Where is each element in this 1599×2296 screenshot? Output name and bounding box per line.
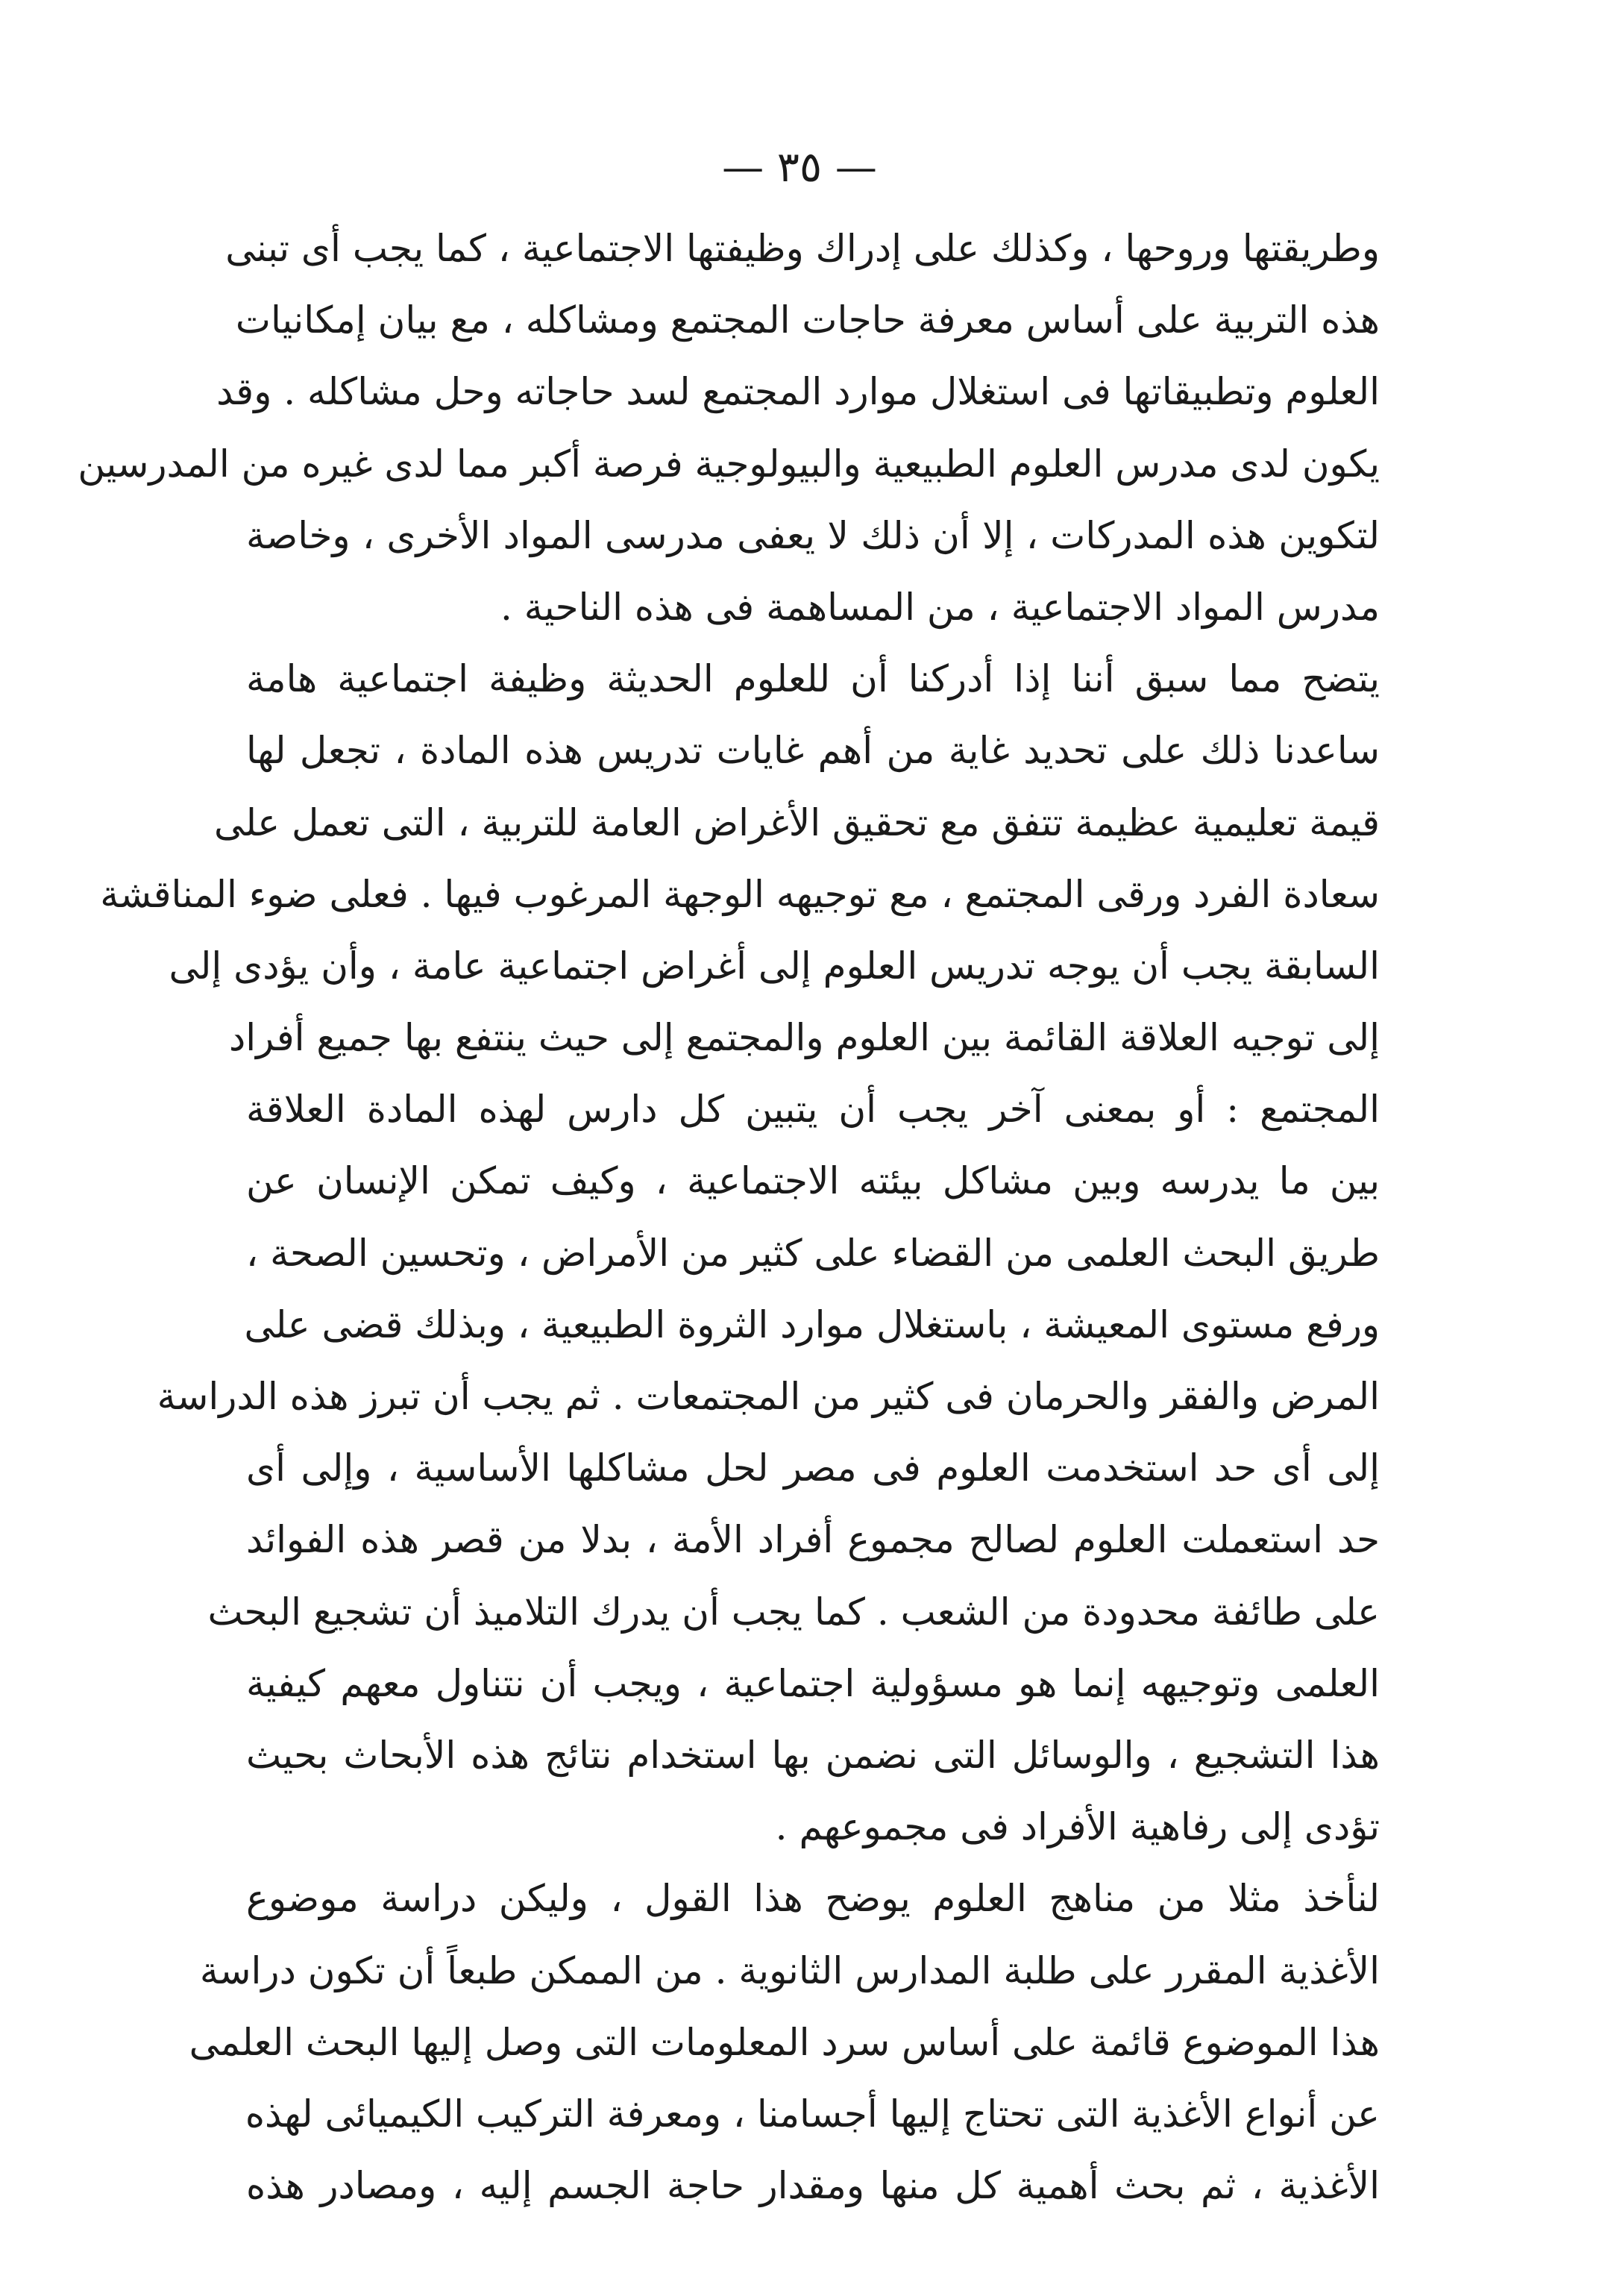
text-line: عن أنواع الأغذية التى تحتاج إليها أجسامنا ، ومعرفة التركيب الكيميائى لهذه bbox=[245, 2092, 1380, 2136]
text-line: قيمة تعليمية عظيمة تتفق مع تحقيق الأغراض العامة للتربية ، التى تعمل على bbox=[214, 800, 1380, 844]
text-line: يتضح مما سبق أننا إذا أدركنا أن للعلوم الحديثة وظيفة اجتماعية هامة bbox=[246, 657, 1380, 701]
text-line: يكون لدى مدرس العلوم الطبيعية والبيولوجية فرصة أكبر مما لدى غيره من المدرسين bbox=[78, 442, 1380, 486]
text-line: هذا الموضوع قائمة على أساس سرد المعلومات التى وصل إليها البحث العلمى bbox=[189, 2020, 1380, 2064]
text-line: حد استعملت العلوم لصالح مجموع أفراد الأمة ، بدلا من قصر هذه الفوائد bbox=[246, 1518, 1380, 1562]
text-line: العلوم وتطبيقاتها فى استغلال موارد المجتمع لسد حاجاته وحل مشاكله . وقد bbox=[216, 370, 1380, 414]
text-line: إلى أى حد استخدمت العلوم فى مصر لحل مشاكلها الأساسية ، وإلى أى bbox=[246, 1446, 1380, 1490]
text-line: وطريقتها وروحها ، وكذلك على إدراك وظيفتها الاجتماعية ، كما يجب أى تبنى bbox=[225, 227, 1380, 270]
text-line: هذه التربية على أساس معرفة حاجات المجتمع ومشاكله ، مع بيان إمكانيات bbox=[235, 298, 1380, 342]
text-line: الأغذية ، ثم بحث أهمية كل منها ومقدار حاجة الجسم إليه ، ومصادر هذه bbox=[246, 2164, 1380, 2208]
text-line: مدرس المواد الاجتماعية ، من المساهمة فى هذه الناحية . bbox=[500, 585, 1380, 629]
paragraph-1 bbox=[78, 213, 1380, 643]
text-line: المجتمع : أو بمعنى آخر يجب أن يتبين كل دارس لهذه المادة العلاقة bbox=[246, 1088, 1380, 1132]
body-text bbox=[78, 213, 1380, 2221]
text-line: تؤدى إلى رفاهية الأفراد فى مجموعهم . bbox=[775, 1805, 1380, 1849]
text-line: بين ما يدرسه وبين مشاكل بيئته الاجتماعية ، وكيف تمكن الإنسان عن bbox=[246, 1159, 1380, 1203]
text-line: ساعدنا ذلك على تحديد غاية من أهم غايات تدريس هذه المادة ، تجعل لها bbox=[246, 729, 1380, 773]
text-line: لنأخذ مثلا من مناهج العلوم يوضح هذا القول ، وليكن دراسة موضوع bbox=[246, 1877, 1380, 1921]
text-line: طريق البحث العلمى من القضاء على كثير من الأمراض ، وتحسين الصحة ، bbox=[246, 1231, 1380, 1275]
text-line: العلمى وتوجيهه إنما هو مسؤولية اجتماعية ، ويجب أن نتناول معهم كيفية bbox=[246, 1661, 1380, 1705]
text-line: الأغذية المقرر على طلبة المدارس الثانوية . من الممكن طبعاً أن تكون دراسة bbox=[199, 1948, 1380, 1992]
text-line: سعادة الفرد ورقى المجتمع ، مع توجيهه الوجهة المرغوب فيها . فعلى ضوء المناقشة bbox=[100, 872, 1380, 916]
paragraph-2 bbox=[100, 643, 1380, 1863]
page-number: — ٣٥ — bbox=[722, 143, 877, 192]
text-line: المرض والفقر والحرمان فى كثير من المجتمعات . ثم يجب أن تبرز هذه الدراسة bbox=[157, 1375, 1380, 1418]
text-line: هذا التشجيع ، والوسائل التى نضمن بها استخدام نتائج هذه الأبحاث بحيث bbox=[246, 1733, 1380, 1777]
text-line: ورفع مستوى المعيشة ، باستغلال موارد الثروة الطبيعية ، وبذلك قضى على bbox=[244, 1302, 1380, 1346]
text-line: إلى توجيه العلاقة القائمة بين العلوم والمجتمع إلى حيث ينتفع بها جميع أفراد bbox=[229, 1016, 1380, 1060]
text-line: السابقة يجب أن يوجه تدريس العلوم إلى أغراض اجتماعية عامة ، وأن يؤدى إلى bbox=[169, 944, 1380, 988]
text-line: على طائفة محدودة من الشعب . كما يجب أن يدرك التلاميذ أن تشجيع البحث bbox=[207, 1590, 1380, 1634]
text-line: لتكوين هذه المدركات ، إلا أن ذلك لا يعفى مدرسى المواد الأخرى ، وخاصة bbox=[246, 513, 1380, 557]
paragraph-3 bbox=[189, 1863, 1380, 2221]
